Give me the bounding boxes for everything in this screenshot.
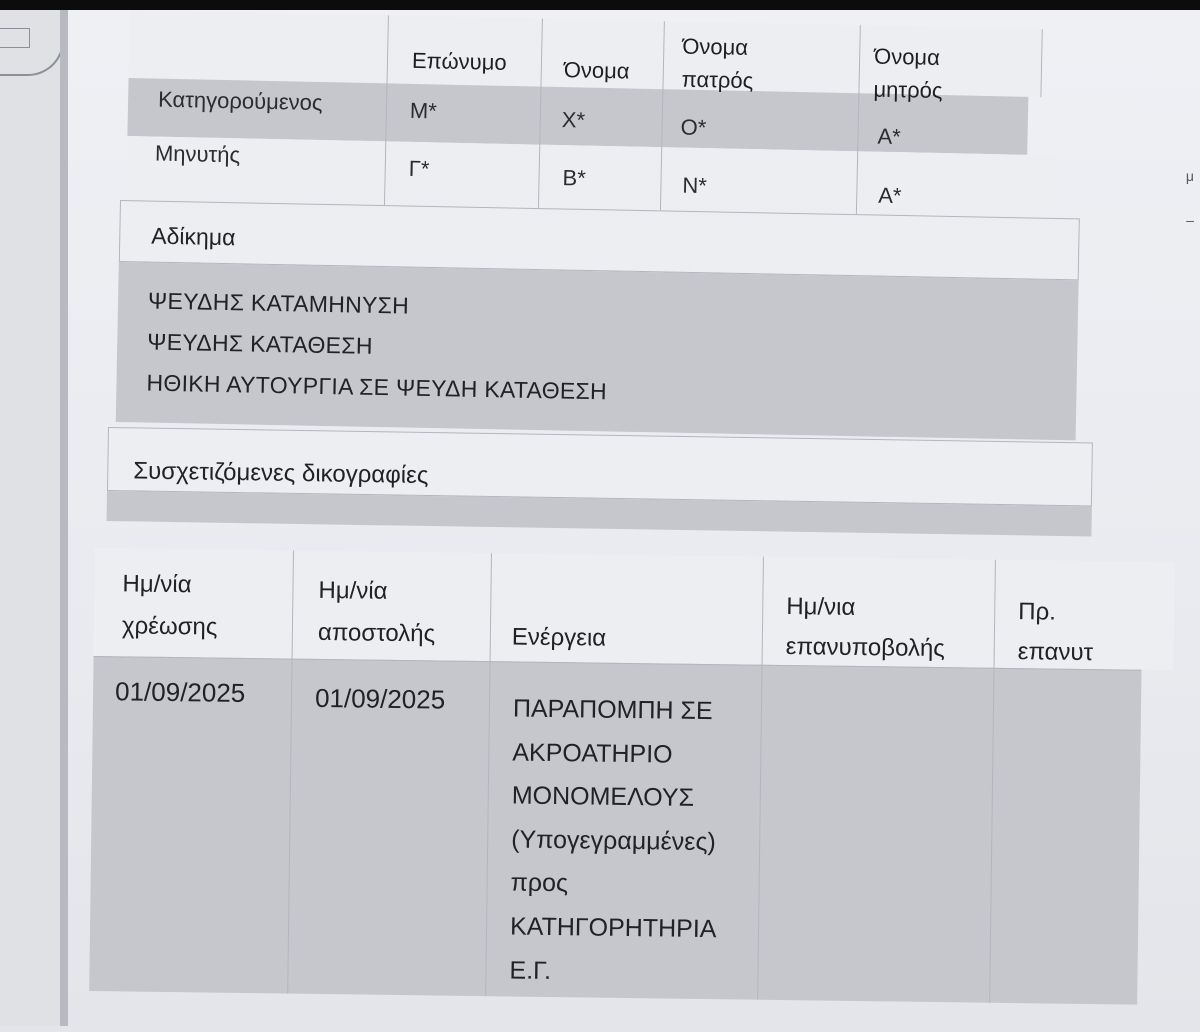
header-first-name: Όνομα: [563, 57, 630, 84]
header-charge-date-line1: Ημ/νία: [122, 570, 192, 599]
complainant-father-name: Ν*: [682, 172, 708, 199]
action-line: ΑΚΡΟΑΤΗΡΙΟ: [512, 738, 673, 769]
seal-stamp: [0, 10, 64, 76]
related-files-section: [106, 427, 1093, 564]
role-accused: Κατηγορούμενος: [157, 86, 323, 116]
accused-father-name: Ο*: [680, 114, 707, 141]
offence-list: [146, 281, 609, 413]
related-title: Συσχετιζόμενες δικογραφίες: [133, 457, 429, 490]
complainant-surname: Γ*: [408, 155, 430, 182]
header-charge-date-line2: χρέωσης: [121, 612, 218, 641]
action-line: ΚΑΤΗΓΟΡΗΤΗΡΙΑ: [509, 912, 717, 944]
edge-mark: –: [1186, 212, 1194, 228]
edge-mark: μ: [1185, 168, 1194, 184]
send-date-value: 01/09/2025: [314, 682, 446, 715]
offence-section: [115, 200, 1079, 453]
action-line: ΜΟΝΟΜΕΛΟΥΣ: [511, 781, 695, 813]
accused-first-name: Χ*: [561, 107, 586, 133]
complainant-first-name: Β*: [562, 165, 587, 191]
header-resubmit-date-line1: Ημ/νια: [786, 593, 856, 621]
header-send-date-line2: αποστολής: [317, 618, 436, 648]
accused-surname: Μ*: [409, 97, 438, 124]
left-margin: [0, 10, 60, 1026]
action-line: Ε.Γ.: [509, 956, 552, 985]
offence-title: Αδίκημα: [151, 222, 236, 251]
charge-date-value: 01/09/2025: [114, 676, 246, 708]
offence-item: ΗΘΙΚΗ ΑΥΤΟΥΡΓΙΑ ΣΕ ΨΕΥΔΗ ΚΑΤΑΘΕΣΗ: [146, 369, 608, 405]
header-mother-name-line1: Όνομα: [873, 43, 941, 70]
header-action: Ενέργεια: [511, 623, 607, 652]
offence-item: ΨΕΥΔΗΣ ΚΑΤΑΜΗΝΥΣΗ: [147, 287, 410, 319]
complainant-mother-name: Α*: [878, 182, 902, 209]
header-send-date-line1: Ημ/νία: [318, 576, 388, 605]
header-resubmit-deadline-line1: Πρ.: [1018, 598, 1057, 626]
offence-item: ΨΕΥΔΗΣ ΚΑΤΑΘΕΣΗ: [147, 328, 374, 359]
action-line: προς: [510, 868, 569, 898]
paper-edge: [60, 10, 68, 1026]
top-bar: [0, 0, 1200, 10]
action-description: [509, 687, 719, 995]
header-father-name-line1: Όνομα: [682, 33, 749, 60]
header-mother-name-line2: μητρός: [873, 76, 943, 104]
action-line: ΠΑΡΑΠΟΜΠΗ ΣΕ: [512, 694, 713, 726]
actions-header-row: [94, 548, 1175, 670]
action-line: (Υπογεγραμμένες): [511, 825, 716, 856]
header-surname: Επώνυμο: [411, 47, 507, 75]
header-resubmit-deadline-line2: επανυτ: [1017, 638, 1094, 667]
actions-table: [89, 548, 1175, 1032]
header-father-name-line2: πατρός: [681, 66, 754, 94]
header-resubmit-date-line2: επανυποβολής: [785, 633, 946, 663]
accused-mother-name: Α*: [877, 123, 902, 150]
role-complainant: Μηνυτής: [154, 140, 241, 168]
